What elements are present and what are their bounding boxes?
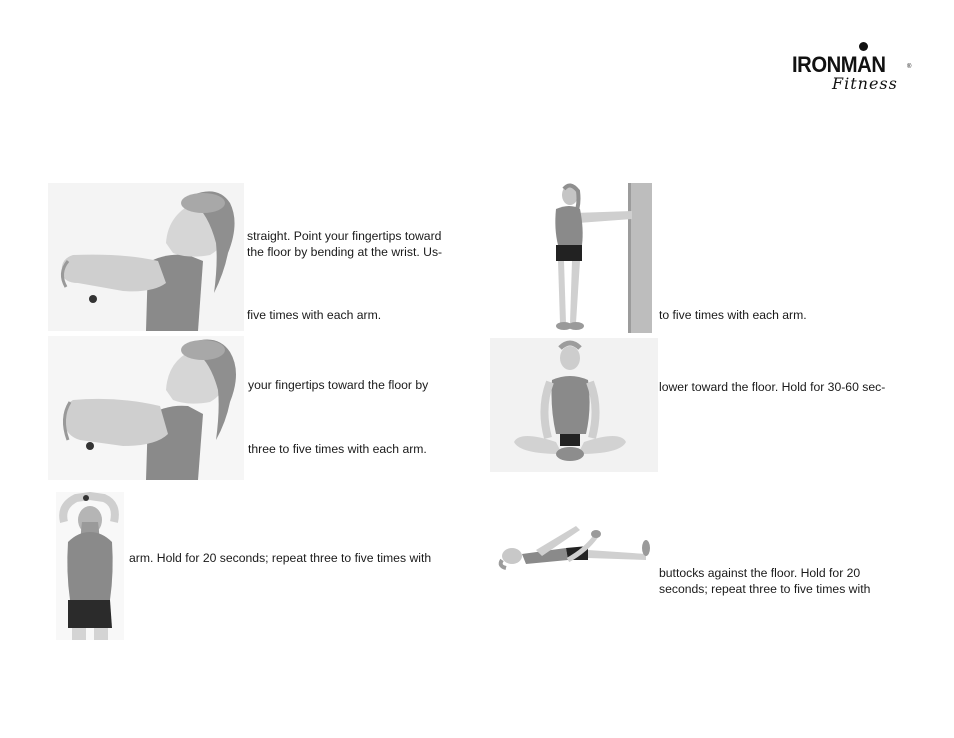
photo-wrist-stretch-2: [48, 336, 244, 480]
photo-wrist-stretch-1: [48, 183, 244, 331]
photo-triceps-stretch: [56, 492, 124, 640]
logo-dot: [859, 42, 868, 51]
stretch-6-line-2: seconds; repeat three to five times with: [659, 582, 871, 596]
stretch-2-line-2: three to five times with each arm.: [248, 442, 427, 456]
stretch-6-line-1: buttocks against the floor. Hold for 20: [659, 566, 861, 580]
photo-butterfly-stretch: [490, 338, 658, 472]
stretch-1-line-1: straight. Point your fingertips toward: [247, 229, 442, 243]
logo-brand: IRONMAN: [792, 52, 886, 77]
stretch-1-line-2: the floor by bending at the wrist. Us-: [247, 245, 443, 259]
stretch-1-line-3: five times with each arm.: [247, 308, 382, 322]
logo-subtitle: Fitness: [832, 74, 898, 93]
ironman-fitness-logo: [790, 42, 914, 98]
stretch-3-line-1: arm. Hold for 20 seconds; repeat three to five times with: [129, 551, 432, 565]
photo-lying-stretch: [496, 520, 652, 572]
stretch-2-line-1: your fingertips toward the floor by: [248, 378, 429, 392]
stretch-4-line-1: to five times with each arm.: [659, 308, 807, 322]
stretch-5-line-1: lower toward the floor. Hold for 30-60 sec-: [659, 380, 886, 394]
logo-registered-mark: ®: [907, 64, 912, 70]
photo-wall-stretch: [534, 183, 652, 333]
